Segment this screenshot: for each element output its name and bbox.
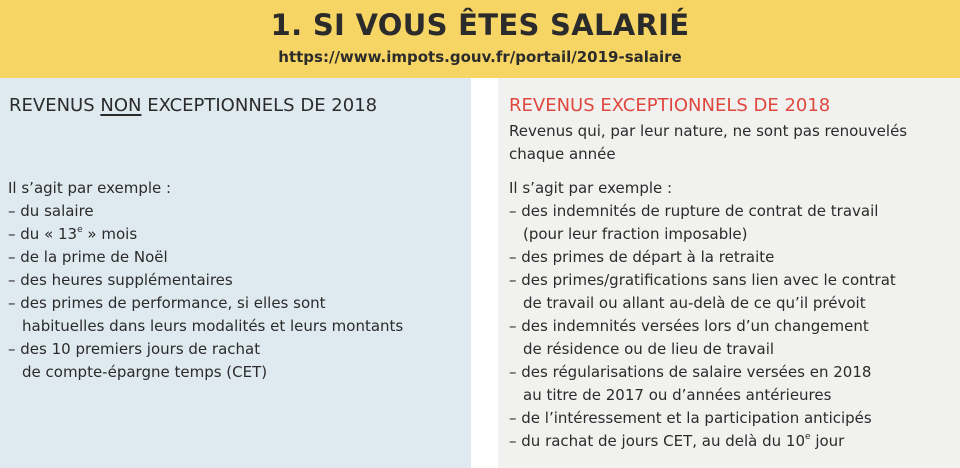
list-item [509, 361, 958, 407]
list-item-text: – des indemnités de rupture de contrat de travail [509, 202, 879, 220]
list-item-text: – des régularisations de salaire versées en 2018 [509, 363, 872, 381]
exceptional-title: REVENUS EXCEPTIONNELS DE 2018 [509, 95, 831, 116]
exceptional-list [509, 200, 958, 453]
list-intro: Il s’agit par exemple : [509, 179, 673, 197]
list-item [8, 292, 468, 338]
list-item [509, 315, 958, 361]
text-segment: jour [810, 432, 845, 450]
list-item [8, 246, 468, 269]
title-part-2: EXCEPTIONNELS DE 2018 [141, 95, 378, 116]
list-item-text: – de l’intéressement et la participation anticipés [509, 409, 872, 427]
list-item-text: – des primes de départ à la retraite [509, 248, 775, 266]
list-item-text: – du salaire [8, 202, 94, 220]
list-item [509, 269, 958, 315]
list-item [509, 430, 958, 453]
page-title: 1. SI VOUS ÊTES SALARIÉ [270, 8, 690, 42]
list-item-text: – des indemnités versées lors d’un changement [509, 317, 869, 335]
list-item-text [509, 430, 958, 453]
exceptional-income-panel [498, 78, 960, 468]
list-item-text: – de la prime de Noël [8, 248, 168, 266]
list-item-text: – des primes/gratifications sans lien avec le contrat [509, 271, 896, 289]
list-item-continuation: de compte-épargne temps (CET) [22, 363, 268, 381]
list-item-continuation: de travail ou allant au-delà de ce qu’il prévoit [523, 294, 866, 312]
text-segment: » mois [82, 225, 138, 243]
list-item-text: – des primes de performance, si elles sont [8, 294, 326, 312]
header-banner [0, 0, 960, 78]
list-item-text [8, 223, 468, 246]
source-url[interactable]: https://www.impots.gouv.fr/portail/2019-salaire [278, 48, 682, 66]
superscript: e [77, 225, 83, 235]
title-underlined-non: NON [100, 95, 142, 116]
list-item-continuation: au titre de 2017 ou d’années antérieures [523, 386, 832, 404]
list-item [509, 200, 958, 246]
exceptional-definition: Revenus qui, par leur nature, ne sont pas renouvelés chaque année [509, 122, 908, 163]
superscript: e [805, 432, 811, 442]
list-item [8, 223, 468, 246]
list-item-continuation: (pour leur fraction imposable) [523, 225, 748, 243]
non-exceptional-list [8, 200, 468, 384]
list-item-text: – des 10 premiers jours de rachat [8, 340, 261, 358]
list-item [8, 200, 468, 223]
text-segment: – du rachat de jours CET, au delà du 10 [509, 432, 806, 450]
text-segment: – du « 13 [8, 225, 78, 243]
list-item-continuation: habituelles dans leurs modalités et leurs montants [22, 317, 404, 335]
list-intro: Il s’agit par exemple : [8, 179, 172, 197]
list-item-text: – des heures supplémentaires [8, 271, 233, 289]
list-item [8, 269, 468, 292]
exceptional-examples [509, 177, 958, 453]
title-part-1: REVENUS [9, 95, 101, 116]
list-item-continuation: de résidence ou de lieu de travail [523, 340, 775, 358]
list-item [8, 338, 468, 384]
non-exceptional-title [9, 95, 377, 117]
list-item [509, 246, 958, 269]
list-item [509, 407, 958, 430]
non-exceptional-income-panel [0, 78, 471, 468]
non-exceptional-examples [8, 177, 468, 384]
